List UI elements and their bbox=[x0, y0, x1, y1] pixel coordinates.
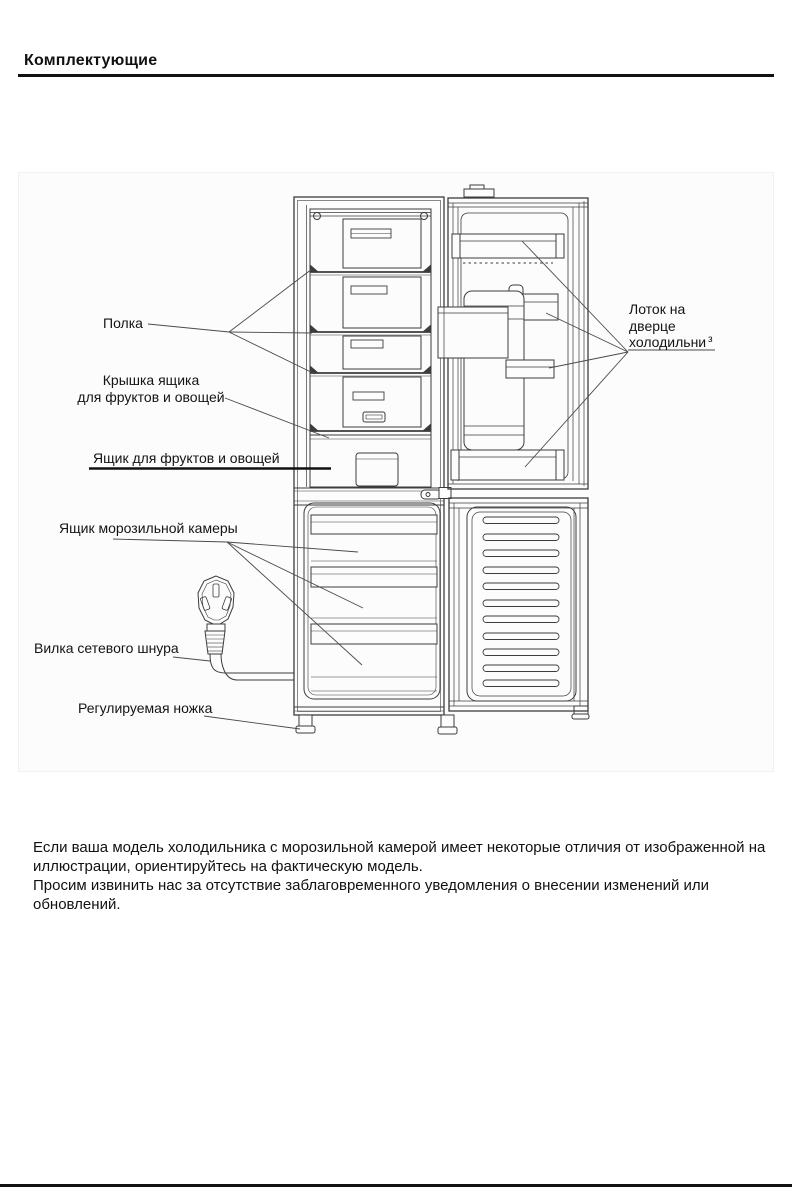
footer-note-paragraph1: Если ваша модель холодильника с морозильной камерой имеет некоторые отличия от изображенной на иллюстрации, ориентируйтесь на фактическую модель. bbox=[33, 839, 766, 875]
page-title: Комплектующие bbox=[24, 52, 158, 69]
freezer-door bbox=[449, 498, 588, 711]
label-door-tray-line2: дверце bbox=[629, 318, 676, 334]
freezer-drawer-2 bbox=[311, 567, 437, 618]
label-freezer-drawer: Ящик морозильной камеры bbox=[59, 520, 238, 536]
door-tray-top bbox=[452, 234, 564, 263]
freezer-compartment bbox=[294, 503, 444, 711]
leader-door-tray bbox=[522, 241, 715, 467]
interior-panels bbox=[343, 219, 421, 427]
footer-note-paragraph2: Просим извинить нас за отсутствие заблаговременного уведомления о внесении изменений или обновлений. bbox=[33, 877, 710, 913]
power-plug-cord bbox=[198, 576, 294, 680]
label-power-plug: Вилка сетевого шнура bbox=[34, 640, 179, 656]
fridge-door bbox=[438, 198, 588, 489]
leader-power-plug bbox=[173, 657, 210, 661]
label-shelf: Полка bbox=[103, 315, 143, 331]
door-tray-bottom bbox=[451, 450, 564, 480]
fridge-diagram bbox=[18, 172, 774, 772]
fridge-diagram-svg bbox=[19, 173, 775, 773]
top-hinge bbox=[464, 185, 494, 197]
adjustable-feet bbox=[296, 706, 589, 734]
leader-shelf bbox=[148, 269, 315, 374]
label-crisper-drawer: Ящик для фруктов и овощей bbox=[93, 450, 280, 466]
middle-hinge bbox=[294, 488, 451, 506]
label-crisper-cover-line1: Крышка ящика bbox=[102, 372, 200, 388]
leader-crisper-cover bbox=[225, 398, 329, 438]
label-crisper-cover-line2: для фруктов и овощей bbox=[77, 389, 225, 405]
label-door-tray-line3: холодильни bbox=[629, 334, 707, 350]
header-rule bbox=[18, 74, 774, 77]
freezer-door-ribs bbox=[483, 517, 559, 687]
leader-adjustable-foot bbox=[204, 716, 300, 729]
bottom-rule bbox=[0, 1184, 792, 1187]
label-door-tray-line1: Лоток на bbox=[629, 301, 686, 317]
crisper-section bbox=[294, 435, 444, 491]
freezer-drawer-3 bbox=[311, 624, 437, 691]
label-adjustable-foot: Регулируемая ножка bbox=[78, 700, 213, 716]
freezer-drawer-1 bbox=[311, 515, 437, 561]
door-tray-middle bbox=[438, 285, 558, 450]
label-door-tray-suffix: з bbox=[708, 334, 713, 345]
footer-note bbox=[33, 838, 770, 914]
